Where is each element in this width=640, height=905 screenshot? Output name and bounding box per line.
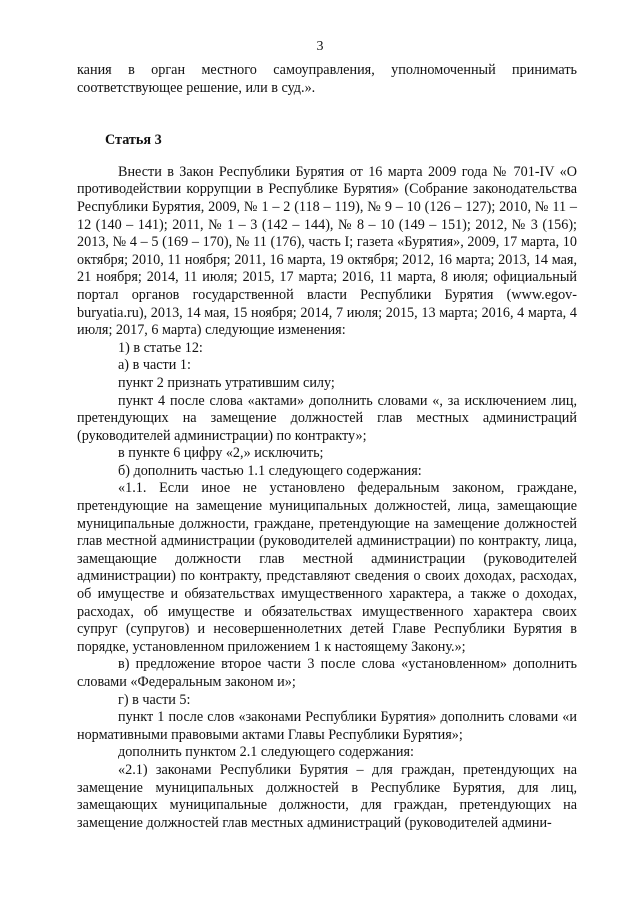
document-body bbox=[77, 62, 577, 832]
paragraph: пункт 4 после слова «актами» дополнить словами «, за исключением лиц, претендующих на замещение должностей глав местных администраций (руководителей администрации) по контракту»; bbox=[77, 392, 577, 444]
list-item: 1) в статье 12: bbox=[118, 339, 203, 356]
paragraph: пункт 1 после слов «законами Республики Бурятия» дополнить словами «и нормативными правовыми актами Главы Республики Бурятия»; bbox=[77, 709, 577, 743]
quoted-paragraph: «2.1) законами Республики Бурятия – для граждан, претендующих на замещение муниципальных должностей в Республике Бурятия, для лиц, замещающих муниципальные должности, для граждан, претендующих на замещение должностей глав местных администраций (руководителей админи- bbox=[77, 761, 577, 831]
list-item: б) дополнить частью 1.1 следующего содержания: bbox=[118, 462, 422, 479]
page-number: 3 bbox=[316, 39, 324, 54]
paragraph: Внести в Закон Республики Бурятия от 16 марта 2009 года № 701-IV «О противодействии коррупции в Республике Бурятия» (Собрание законодательства Республики Бурятия, 2009, № 1 – 2 (118 – 119), № 9 – 10 (126 – 127); 2010, № 11 – 12 (140 – 141); 2011, № 1 – 3 (142 – 144), № 8 – 10 (149 – 151); 2012, № 3 (156); 2013, № 4 – 5 (169 – 170), № 11 (176), часть I; газета «Бурятия», 2009, 17 марта, 10 октября; 2010, 11 ноября; 2011, 16 марта, 19 октября; 2012, 16 марта; 2013, 14 мая, 21 ноября; 2014, 11 июля; 2015, 17 марта; 2016, 11 марта, 8 июля; официальный портал органов государственной власти Республики Бурятия (www.egov-buryatia.ru), 2013, 14 мая, 15 ноября; 2014, 7 июля; 2015, 13 марта; 2016, 4 марта, 4 июля; 2017, 6 марта) следующие изменения: bbox=[77, 163, 577, 339]
list-item: а) в части 1: bbox=[118, 357, 191, 374]
quoted-paragraph: «1.1. Если иное не установлено федеральным законом, граждане, претендующие на замещение муниципальных должностей, лица, замещающие муниципальные должности, граждане, претендующие на замещение должностей глав местной администрации (руководителей администрации) по контракту, лица, замещающие должности глав местной администрации (руководителей администрации) по контракту, представляют сведения о своих доходах, расходах, об имуществе и обязательствах имущественного характера, а также о доходах, расходах, об имуществе и обязательствах имущественного характера своих супруг (супругов) и несовершеннолетних детей Главе Республики Бурятия в порядке, установленном приложением 1 к настоящему Закону.»; bbox=[77, 480, 577, 655]
list-item: дополнить пунктом 2.1 следующего содержания: bbox=[118, 744, 414, 761]
list-item: г) в части 5: bbox=[118, 691, 191, 708]
article-heading: Статья 3 bbox=[105, 132, 162, 149]
list-item: в пункте 6 цифру «2,» исключить; bbox=[118, 445, 324, 462]
list-item: пункт 2 признать утратившим силу; bbox=[118, 374, 335, 391]
continuation-paragraph: кания в орган местного самоуправления, уполномоченный принимать соответствующее решение, или в суд.». bbox=[77, 62, 577, 96]
paragraph: в) предложение второе части 3 после слова «установленном» дополнить словами «Федеральным законом и»; bbox=[77, 656, 577, 690]
